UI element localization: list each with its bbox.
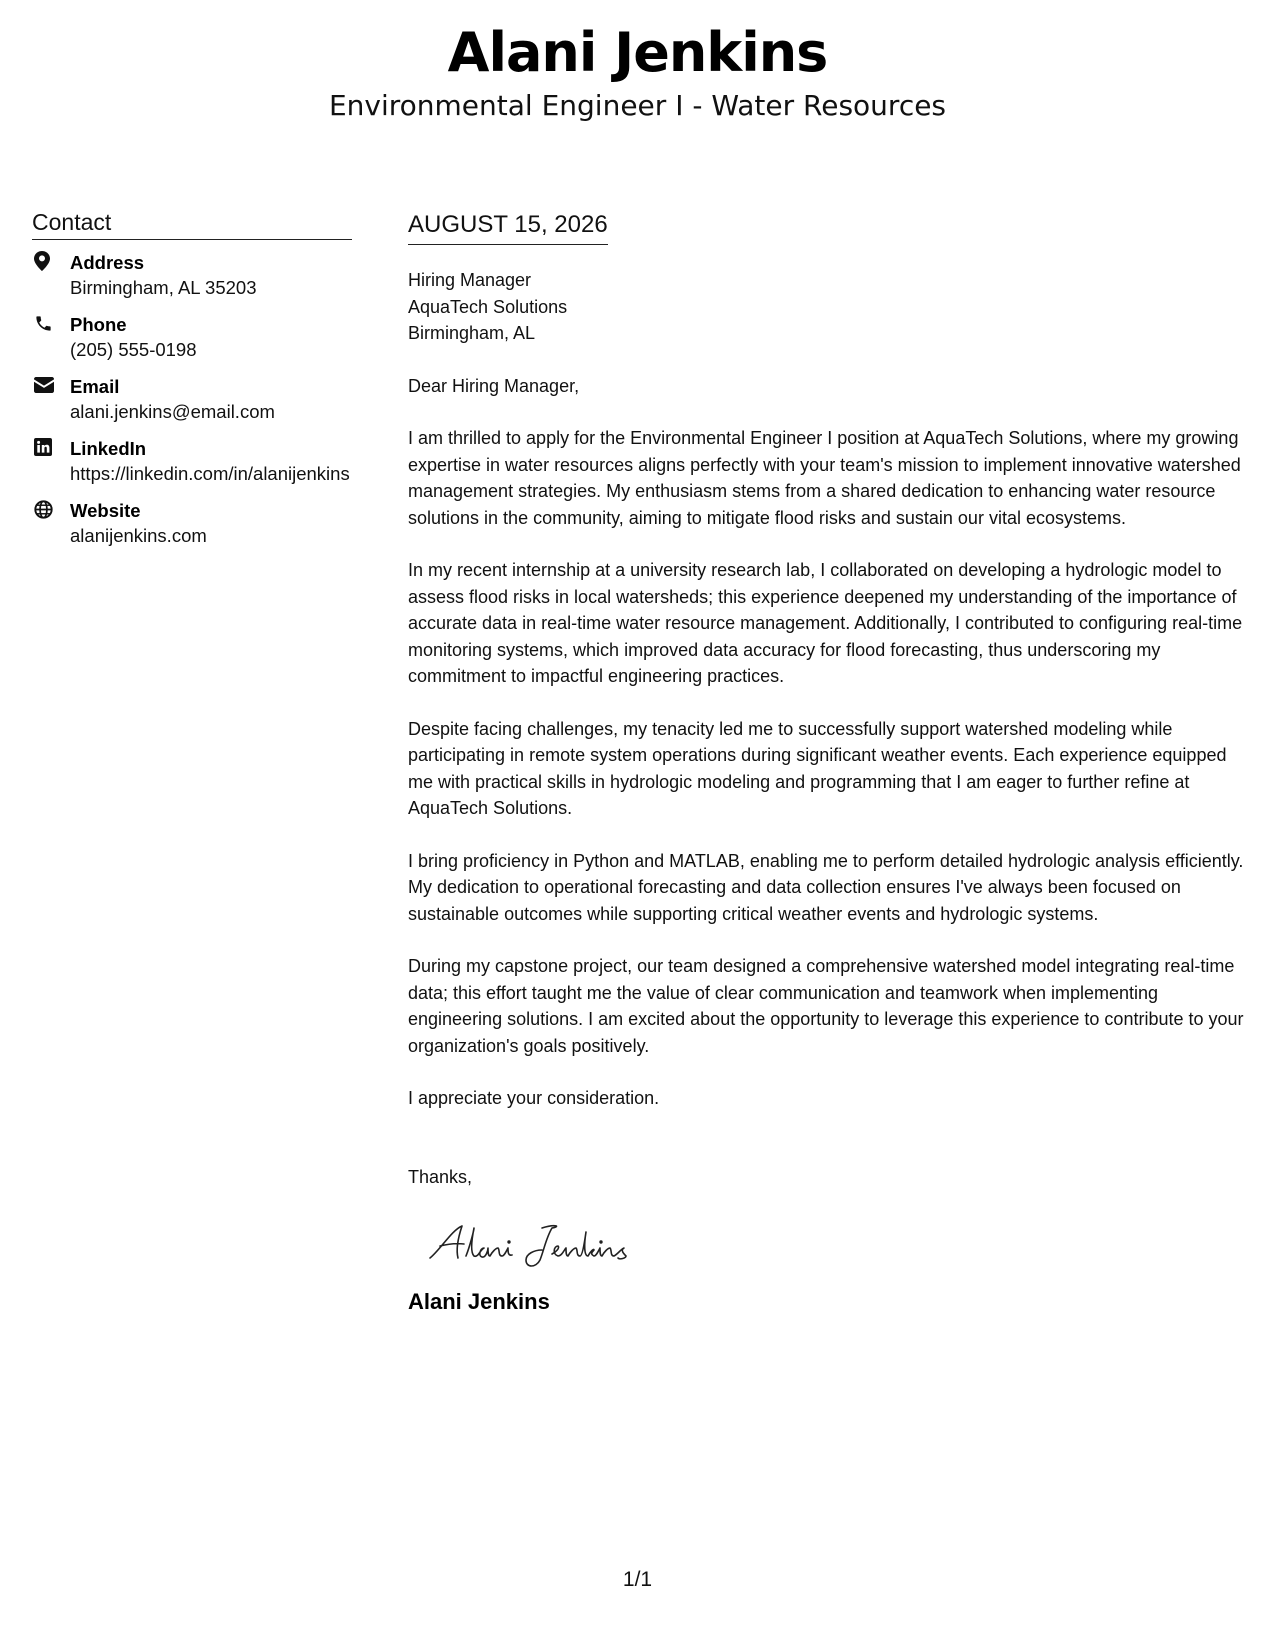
linkedin-icon	[32, 436, 70, 458]
recipient-line: Hiring Manager	[408, 270, 532, 290]
contact-value: Birmingham, AL 35203	[70, 277, 257, 298]
header	[0, 20, 1275, 124]
contact-label: Phone	[70, 314, 127, 335]
salutation: Dear Hiring Manager,	[408, 375, 580, 396]
globe-icon	[32, 498, 70, 520]
letter-paragraph: I appreciate your consideration.	[408, 1088, 660, 1108]
contact-label: Address	[70, 252, 145, 273]
map-pin-icon	[32, 250, 70, 272]
contact-value: alani.jenkins@email.com	[70, 401, 275, 422]
candidate-name: Alani Jenkins	[447, 21, 828, 84]
recipient-line: Birmingham, AL	[408, 323, 536, 343]
letter-paragraph: Despite facing challenges, my tenacity led me to successfully support watershed modeling while participating in remote system operations during significant weather events. Each experience equipped me with practical skills in hydrologic modeling and programming that I am eager to further refine at AquaTech Solutions.	[408, 718, 1227, 818]
closing: Thanks,	[408, 1166, 473, 1187]
letter-paragraph: I am thrilled to apply for the Environmental Engineer I position at AquaTech Solutions, where my growing expertise in water resources aligns perfectly with your team's mission to implement innovative watershed management strategies. My enthusiasm stems from a shared dedication to enhancing water resource solutions in the community, aiming to mitigate flood risks and sustain our vital ecosystems.	[408, 428, 1241, 528]
letter-paragraph: In my recent internship at a university research lab, I collaborated on developing a hydrologic model to assess flood risks in local watersheds; this experience deepened my understanding of the importance of accurate data in real-time water resource management. Additionally, I contributed to configuring real-time monitoring systems, which improved data accuracy for flood forecasting, thus underscoring my commitment to impactful engineering practices.	[408, 560, 1243, 686]
contact-sidebar	[32, 208, 352, 560]
contact-list	[32, 250, 352, 548]
signer-name: Alani Jenkins	[408, 1289, 550, 1314]
contact-item-linkedin	[32, 436, 352, 486]
contact-item-email	[32, 374, 352, 424]
contact-value: alanijenkins.com	[70, 525, 207, 546]
contact-value: (205) 555-0198	[70, 339, 197, 360]
letter-body	[408, 210, 1248, 1316]
phone-icon	[32, 312, 70, 334]
contact-item-address	[32, 250, 352, 300]
contact-label: LinkedIn	[70, 438, 147, 459]
signature-image	[422, 1216, 1248, 1276]
contact-label: Website	[70, 500, 141, 521]
contact-value: https://linkedin.com/in/alanijenkins	[70, 463, 350, 484]
recipient-block	[408, 267, 1248, 347]
contact-label: Email	[70, 376, 120, 397]
letter-paragraph: During my capstone project, our team designed a comprehensive watershed model integrating real-time data; this effort taught me the value of clear communication and teamwork when implementing engineering solutions. I am excited about the opportunity to leverage this experience to contribute to your organization's goals positively.	[408, 956, 1244, 1056]
contact-heading: Contact	[32, 208, 352, 240]
letter-paragraph: I bring proficiency in Python and MATLAB, enabling me to perform detailed hydrologic analysis efficiently. My dedication to operational forecasting and data collection ensures I've always been focused on sustainable outcomes while supporting critical weather events and hydrologic systems.	[408, 850, 1244, 924]
contact-item-phone	[32, 312, 352, 362]
recipient-line: AquaTech Solutions	[408, 296, 568, 317]
contact-item-website	[32, 498, 352, 548]
envelope-icon	[32, 374, 70, 396]
job-title: Environmental Engineer I - Water Resources	[328, 89, 947, 122]
page-number: 1/1	[622, 1568, 653, 1591]
letter-date: AUGUST 15, 2026	[408, 210, 608, 245]
